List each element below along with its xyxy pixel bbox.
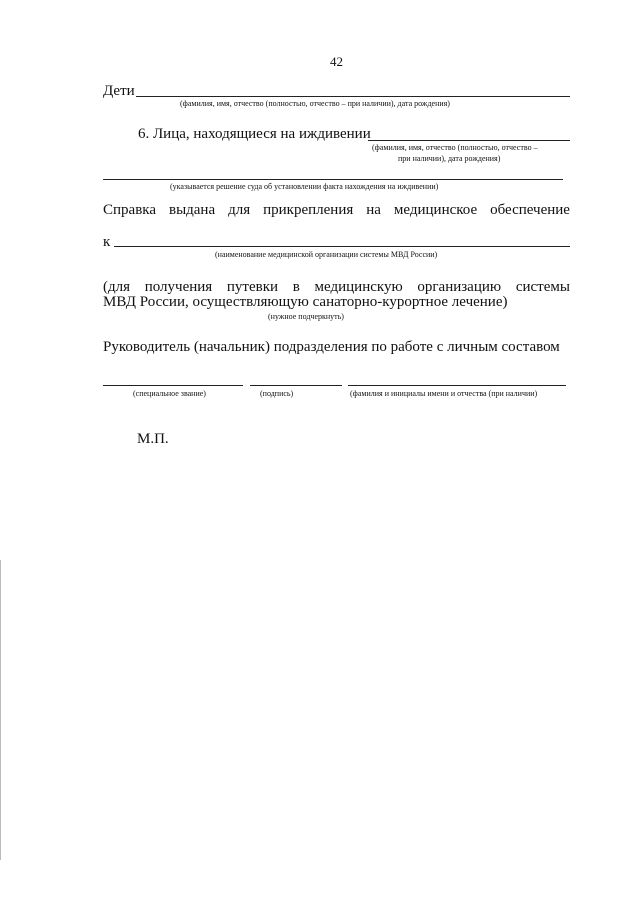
purpose-word: системы: [515, 279, 570, 295]
dependents-fill-line[interactable]: [368, 140, 570, 141]
certificate-word: выдана: [168, 202, 216, 218]
rank-caption: (специальное звание): [133, 389, 206, 398]
medical-org-fill-line[interactable]: [114, 246, 570, 247]
certificate-word: на: [366, 202, 381, 218]
children-label: Дети: [103, 83, 135, 99]
page-number: 42: [330, 54, 343, 69]
children-caption: (фамилия, имя, отчество (полностью, отчество – при наличии), дата рождения): [180, 99, 450, 108]
name-caption: (фамилия и инициалы имени и отчества (при наличии): [350, 389, 538, 398]
signature-caption: (подпись): [260, 389, 294, 398]
purpose-word: получения: [144, 279, 213, 295]
stamp-place-label: М.П.: [137, 431, 169, 447]
dependents-caption-2: при наличии), дата рождения): [398, 154, 501, 163]
name-fill-line[interactable]: [348, 385, 566, 386]
court-decision-caption: (указывается решение суда об установлении факта нахождения на иждивении): [170, 182, 439, 191]
underline-note: (нужное подчеркнуть): [268, 312, 344, 321]
dependents-caption-1: (фамилия, имя, отчество (полностью, отчество –: [372, 143, 538, 152]
medical-org-caption: (наименование медицинской организации системы МВД России): [215, 250, 438, 259]
certificate-word: Справка: [103, 202, 156, 218]
purpose-word: в: [292, 279, 300, 295]
certificate-to-label: к: [103, 234, 111, 250]
rank-fill-line[interactable]: [103, 385, 243, 386]
dependents-label: 6. Лица, находящиеся на иждивении: [138, 126, 371, 142]
court-decision-fill-line[interactable]: [103, 179, 563, 180]
certificate-statement: [103, 202, 570, 219]
purpose-word: путевки: [226, 279, 279, 295]
head-title: Руководитель (начальник) подразделения по работе с личным составом: [103, 339, 560, 355]
certificate-word: прикрепления: [263, 202, 354, 218]
purpose-line-2: МВД России, осуществляющую санаторно-курортное лечение): [103, 294, 508, 310]
scan-edge: [0, 560, 1, 860]
certificate-word: обеспечение: [490, 202, 570, 218]
children-fill-line[interactable]: [136, 96, 570, 97]
certificate-word: медицинское: [393, 202, 478, 218]
certificate-word: для: [228, 202, 251, 218]
purpose-word: медицинскую: [314, 279, 403, 295]
signature-fill-line[interactable]: [250, 385, 342, 386]
purpose-word: (для: [103, 279, 131, 295]
purpose-word: организацию: [417, 279, 502, 295]
